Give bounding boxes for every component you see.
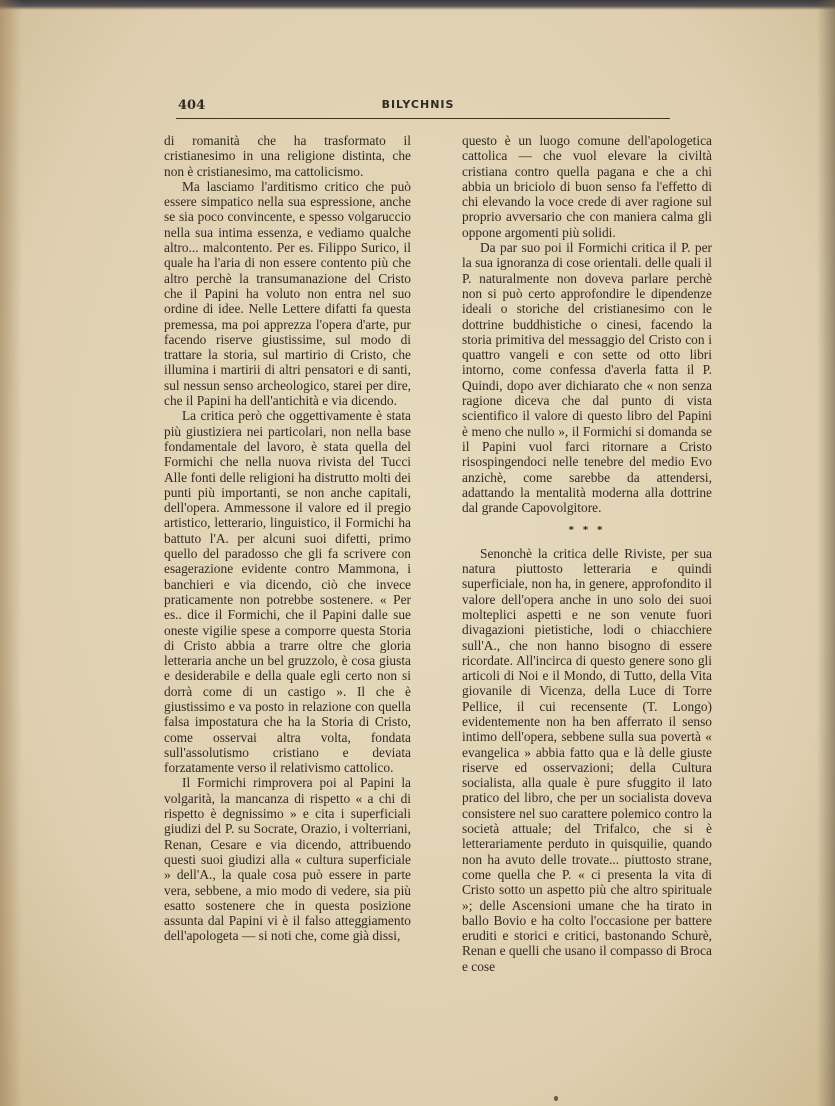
header-rule	[176, 118, 670, 119]
paragraph: La critica però che oggettivamente è stata più giustiziera nei particolari, non nella base fondamentale del lavoro, è stata quella del Formichi che nella nuova rivista del Tucci Alle fonti delle religioni ha distrutto molti dei punti più importanti, se non anche capitali, dell'opera. Ammessone il valore ed il pregio artistico, letterario, linguistico, il Formichi ha battuto l'A. per alcuni suoi difetti, primo quello del paradosso che gli fa scrivere con esagerazione evidente contro Mammona, i banchieri e via dicendo, ciò che invece praticamente non potrebbe sostenere. « Per es.. dice il Formichi, che il Papini dalle sue oneste vigilie spese a comporre questa Storia di Cristo abbia a trarre oltre che gloria letteraria anche un bel gruzzolo, è cosa giusta e desiderabile e della quale egli certo non si dorrà come di un castigo ». Il che è giustissimo e va posto in relazione con quella falsa impostatura che ha la Storia di Cristo, come osservai altra volta, fondata sull'assolutismo cristiano e deviata forzatamente verso il relativismo cattolico.	[164, 408, 411, 776]
paragraph: Il Formichi rimprovera poi al Papini la volgarità, la mancanza di rispetto « a chi di rispetto è degnissimo » e cita i superficiali giudizi del P. su Socrate, Orazio, i volterriani, Renan, Cesare e via dicendo, attribuendo questi suoi giudizi alla « cultura superficiale » dell'A., la quale cosa può essere in parte vera, sebbene, a mio modo di vedere, sia più esatto sostenere che in questa posizione assunta dal Papini vi è il falso atteggiamento dell'apologeta — si noti che, come già dissi,	[164, 775, 411, 944]
running-header	[178, 98, 658, 116]
right-column	[462, 133, 712, 974]
paragraph: Da par suo poi il Formichi critica il P. per la sua ignoranza di cose orientali. delle quali il P. naturalmente non doveva parlare perchè non si può certo approfondire le dipendenze ideali o storiche del cristianesimo con le dottrine buddhistiche o cinesi, facendo la storia primitiva del messaggio del Cristo con i quattro vangeli e con sette od otto libri intorno, come confessa d'averla fatta il P. Quindi, dopo aver dichiarato che « non senza ragione diceva che dal punto di vista scientifico il valore di questo libro del Papini è meno che nullo », il Formichi si domanda se il Papini vuol farci ritornare a Cristo risospingendoci nelle tenebre del medio Evo anzichè, come sarebbe da attendersi, adattando la mentalità moderna alla dottrine dal grande Capovolgitore.	[462, 240, 712, 516]
left-column	[164, 133, 411, 944]
running-title: BILYCHNIS	[381, 98, 455, 111]
paper-right-edge	[817, 0, 835, 1106]
paragraph: Senonchè la critica delle Riviste, per sua natura piuttosto letteraria e quindi superficiale, non ha, in genere, approfondito il valore dell'opera anche in uno solo dei suoi molteplici aspetti e ne son venute fuori divagazioni pietistiche, lodi o chiacchiere sull'A., che non hanno bisogno di essere ricordate. All'incirca di questo genere sono gli articoli di Noi e il Mondo, di Tutto, della Vita giovanile di Vicenza, della Luce di Torre Pellice, il cui recensente (T. Longo) evidentemente non ha ben afferrato il senso intimo dell'opera, sebbene sulla sua povertà « evangelica » abbia fatto qua e là delle giuste riserve ed osservazioni; della Cultura socialista, alla quale è pure sfuggito il lato pratico del libro, che per un socialista doveva consistere nel suo carattere polemico contro la società attuale; del Trifalco, che si è letterariamente perduto in quisquilie, quando non ha avuto delle trovate... piuttosto strane, come quella che P. « ci presenta la vita di Cristo sotto un aspetto più che altro spirituale »; delle Ascensioni umane che ha tirato in ballo Bovio e ha colto l'occasione per battere eruditi e storici e critici, bastonando Schurè, Renan e quelli che usano il compasso di Broca e cose	[462, 545, 712, 974]
paragraph: di romanità che ha trasformato il cristianesimo in una religione distinta, che non è cristianesimo, ma cattolicismo.	[164, 133, 411, 179]
page-number: 404	[178, 98, 206, 113]
paragraph: Ma lasciamo l'arditismo critico che può essere simpatico nella sua espressione, anche se sia poco convincente, e spesso volgaruccio nella sua intima essenza, e vediamo qualche altro... malcontento. Per es. Filippo Surico, il quale ha l'aria di non essere contento più che altro perchè la transumanazione del Cristo che il Papini ha voluto non entra nel suo ordine di idee. Nelle Lettere difatti fa questa premessa, ma poi apprezza l'opera d'arte, pur facendo riserve giustissime, sul modo di trattare la storia, sul martirio di Cristo, che illumina i martirii di altri pensatori e di santi, sul nessun senso archeologico, starei per dire, che il Papini ha dell'antichità e via dicendo.	[164, 178, 411, 409]
paper-left-edge	[0, 0, 22, 1106]
scan-top-edge	[0, 0, 835, 10]
ink-mark	[554, 1096, 558, 1101]
section-separator: * * *	[568, 524, 606, 537]
paragraph: questo è un luogo comune dell'apologetica cattolica — che vuol elevare la civiltà cristiana contro quella pagana e che a chi abbia un briciolo di buon senso fa l'effetto di chi elevando la voce crede di aver ragione sul proprio avversario che con maniera calma gli oppone argomenti più solidi.	[462, 133, 712, 240]
